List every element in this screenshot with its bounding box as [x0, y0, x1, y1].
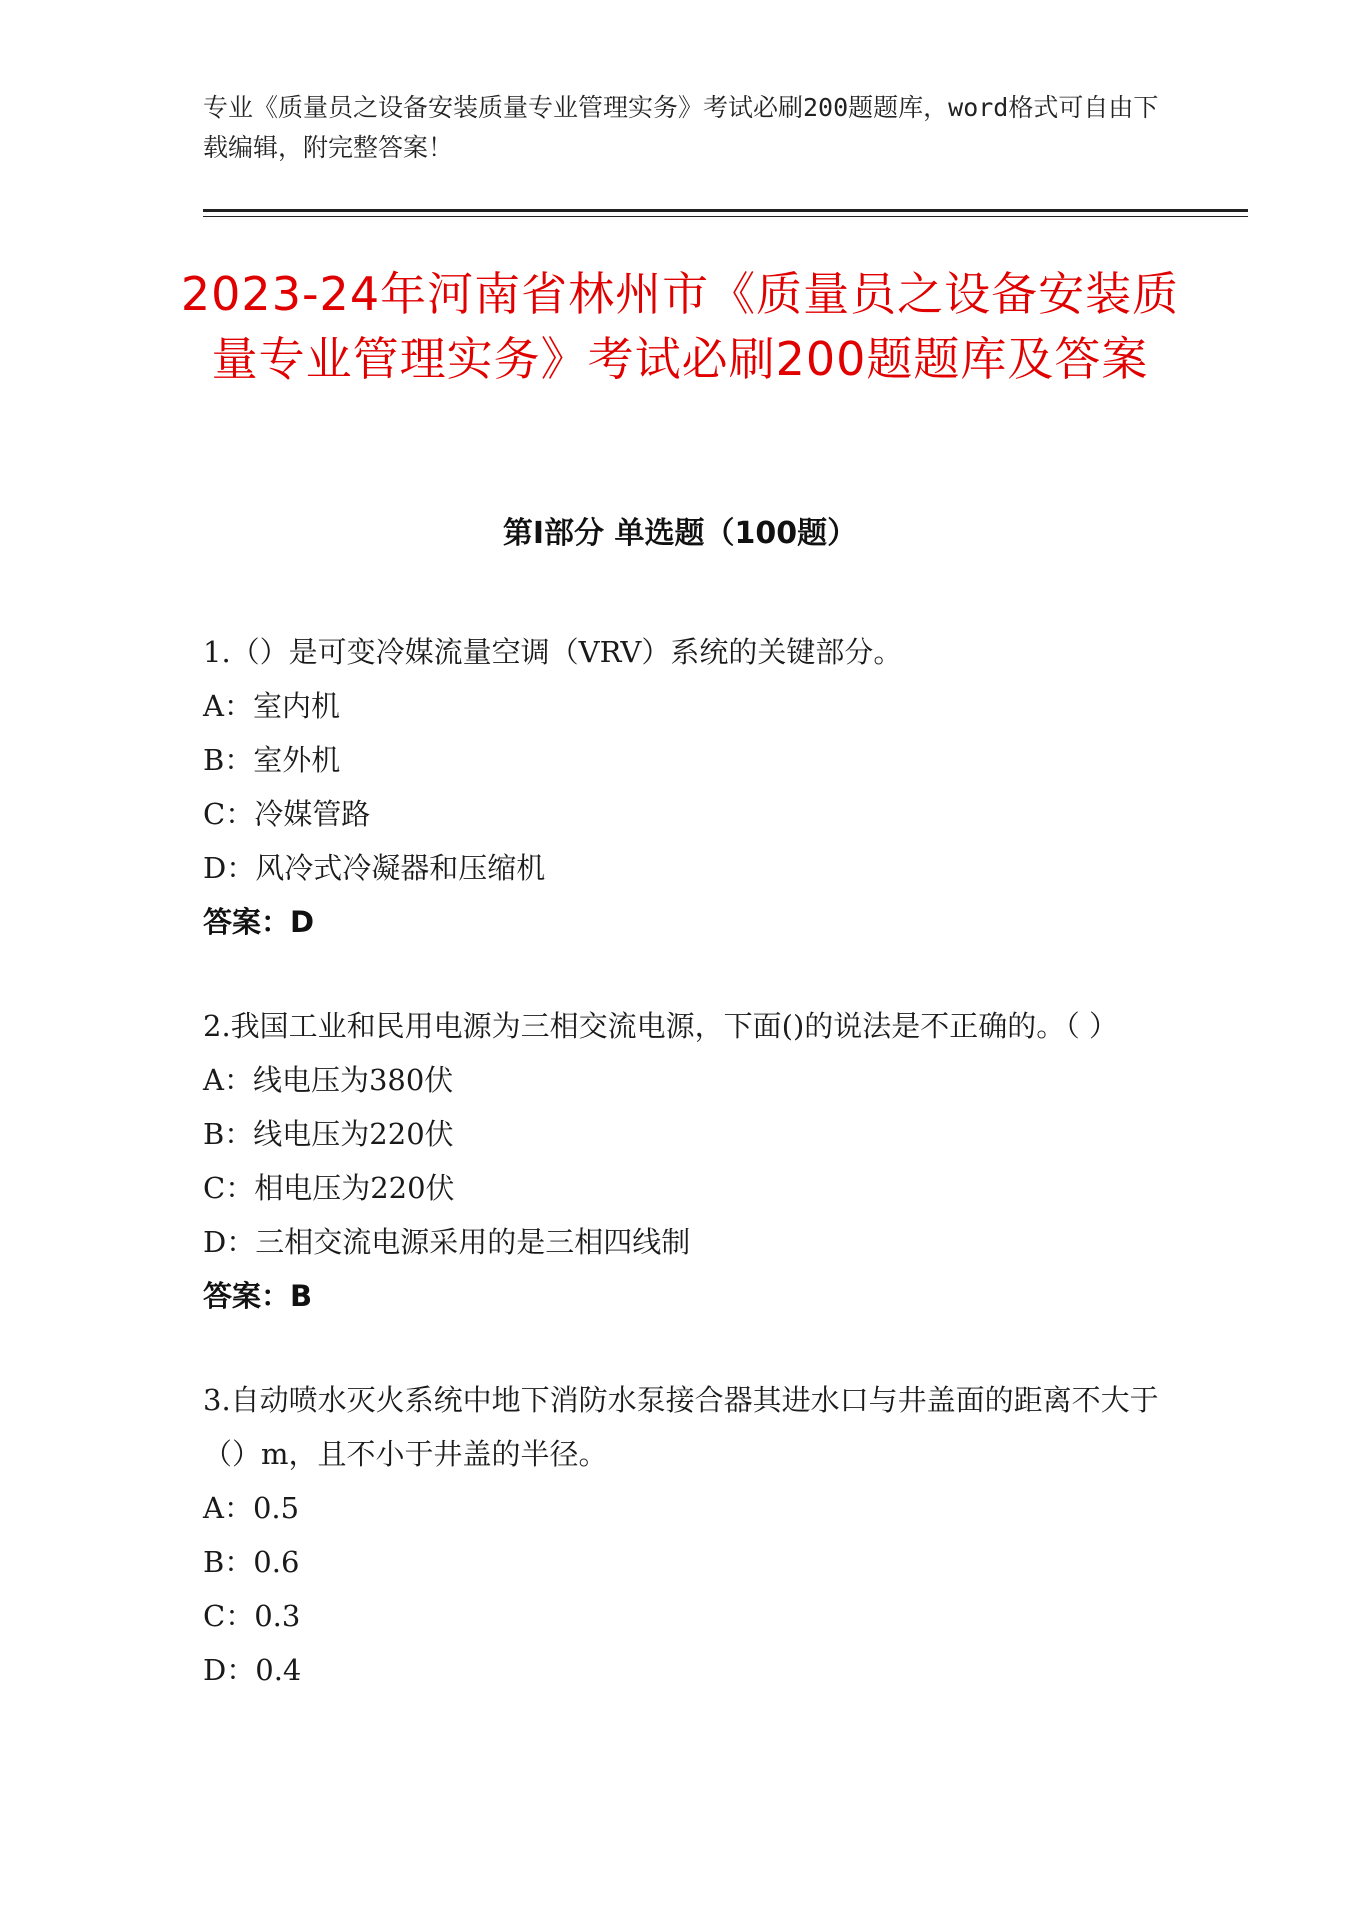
header-divider-thin — [203, 216, 1248, 217]
question-2 — [203, 999, 1163, 1323]
option-d: D：三相交流电源采用的是三相四线制 — [203, 1225, 691, 1259]
question-3 — [203, 1373, 1163, 1697]
option-c: C：0.3 — [203, 1599, 301, 1633]
option-d: D：0.4 — [203, 1653, 302, 1687]
answer: 答案：B — [203, 1279, 313, 1313]
answer: 答案：D — [203, 905, 315, 939]
question-stem: 3.自动喷水灭火系统中地下消防水泵接合器其进水口与井盖面的距离不大于（）m，且不小于井盖的半径。 — [203, 1383, 1159, 1471]
option-a: A：0.5 — [203, 1491, 300, 1525]
document-title: 2023-24年河南省林州市《质量员之设备安装质量专业管理实务》考试必刷200题题库及答案 — [180, 267, 1180, 386]
option-b: B：0.6 — [203, 1545, 300, 1579]
section-title: 第Ⅰ部分 单选题（100题） — [502, 516, 858, 551]
question-stem: 1.（）是可变冷媒流量空调（VRV）系统的关键部分。 — [203, 635, 903, 669]
option-b: B：室外机 — [203, 743, 341, 777]
header-note: 专业《质量员之设备安装质量专业管理实务》考试必刷200题题库，word格式可自由下载编辑，附完整答案！ — [203, 93, 1159, 162]
question-1 — [203, 625, 1163, 949]
option-d: D：风冷式冷凝器和压缩机 — [203, 851, 546, 885]
option-a: A：室内机 — [203, 689, 340, 723]
option-a: A：线电压为380伏 — [203, 1063, 454, 1097]
question-list — [203, 625, 1163, 1747]
option-b: B：线电压为220伏 — [203, 1117, 454, 1151]
question-stem: 2.我国工业和民用电源为三相交流电源，下面()的说法是不正确的。（ ） — [203, 1009, 1119, 1043]
option-c: C：冷媒管路 — [203, 797, 371, 831]
option-c: C：相电压为220伏 — [203, 1171, 455, 1205]
header-divider-thick — [203, 209, 1248, 212]
